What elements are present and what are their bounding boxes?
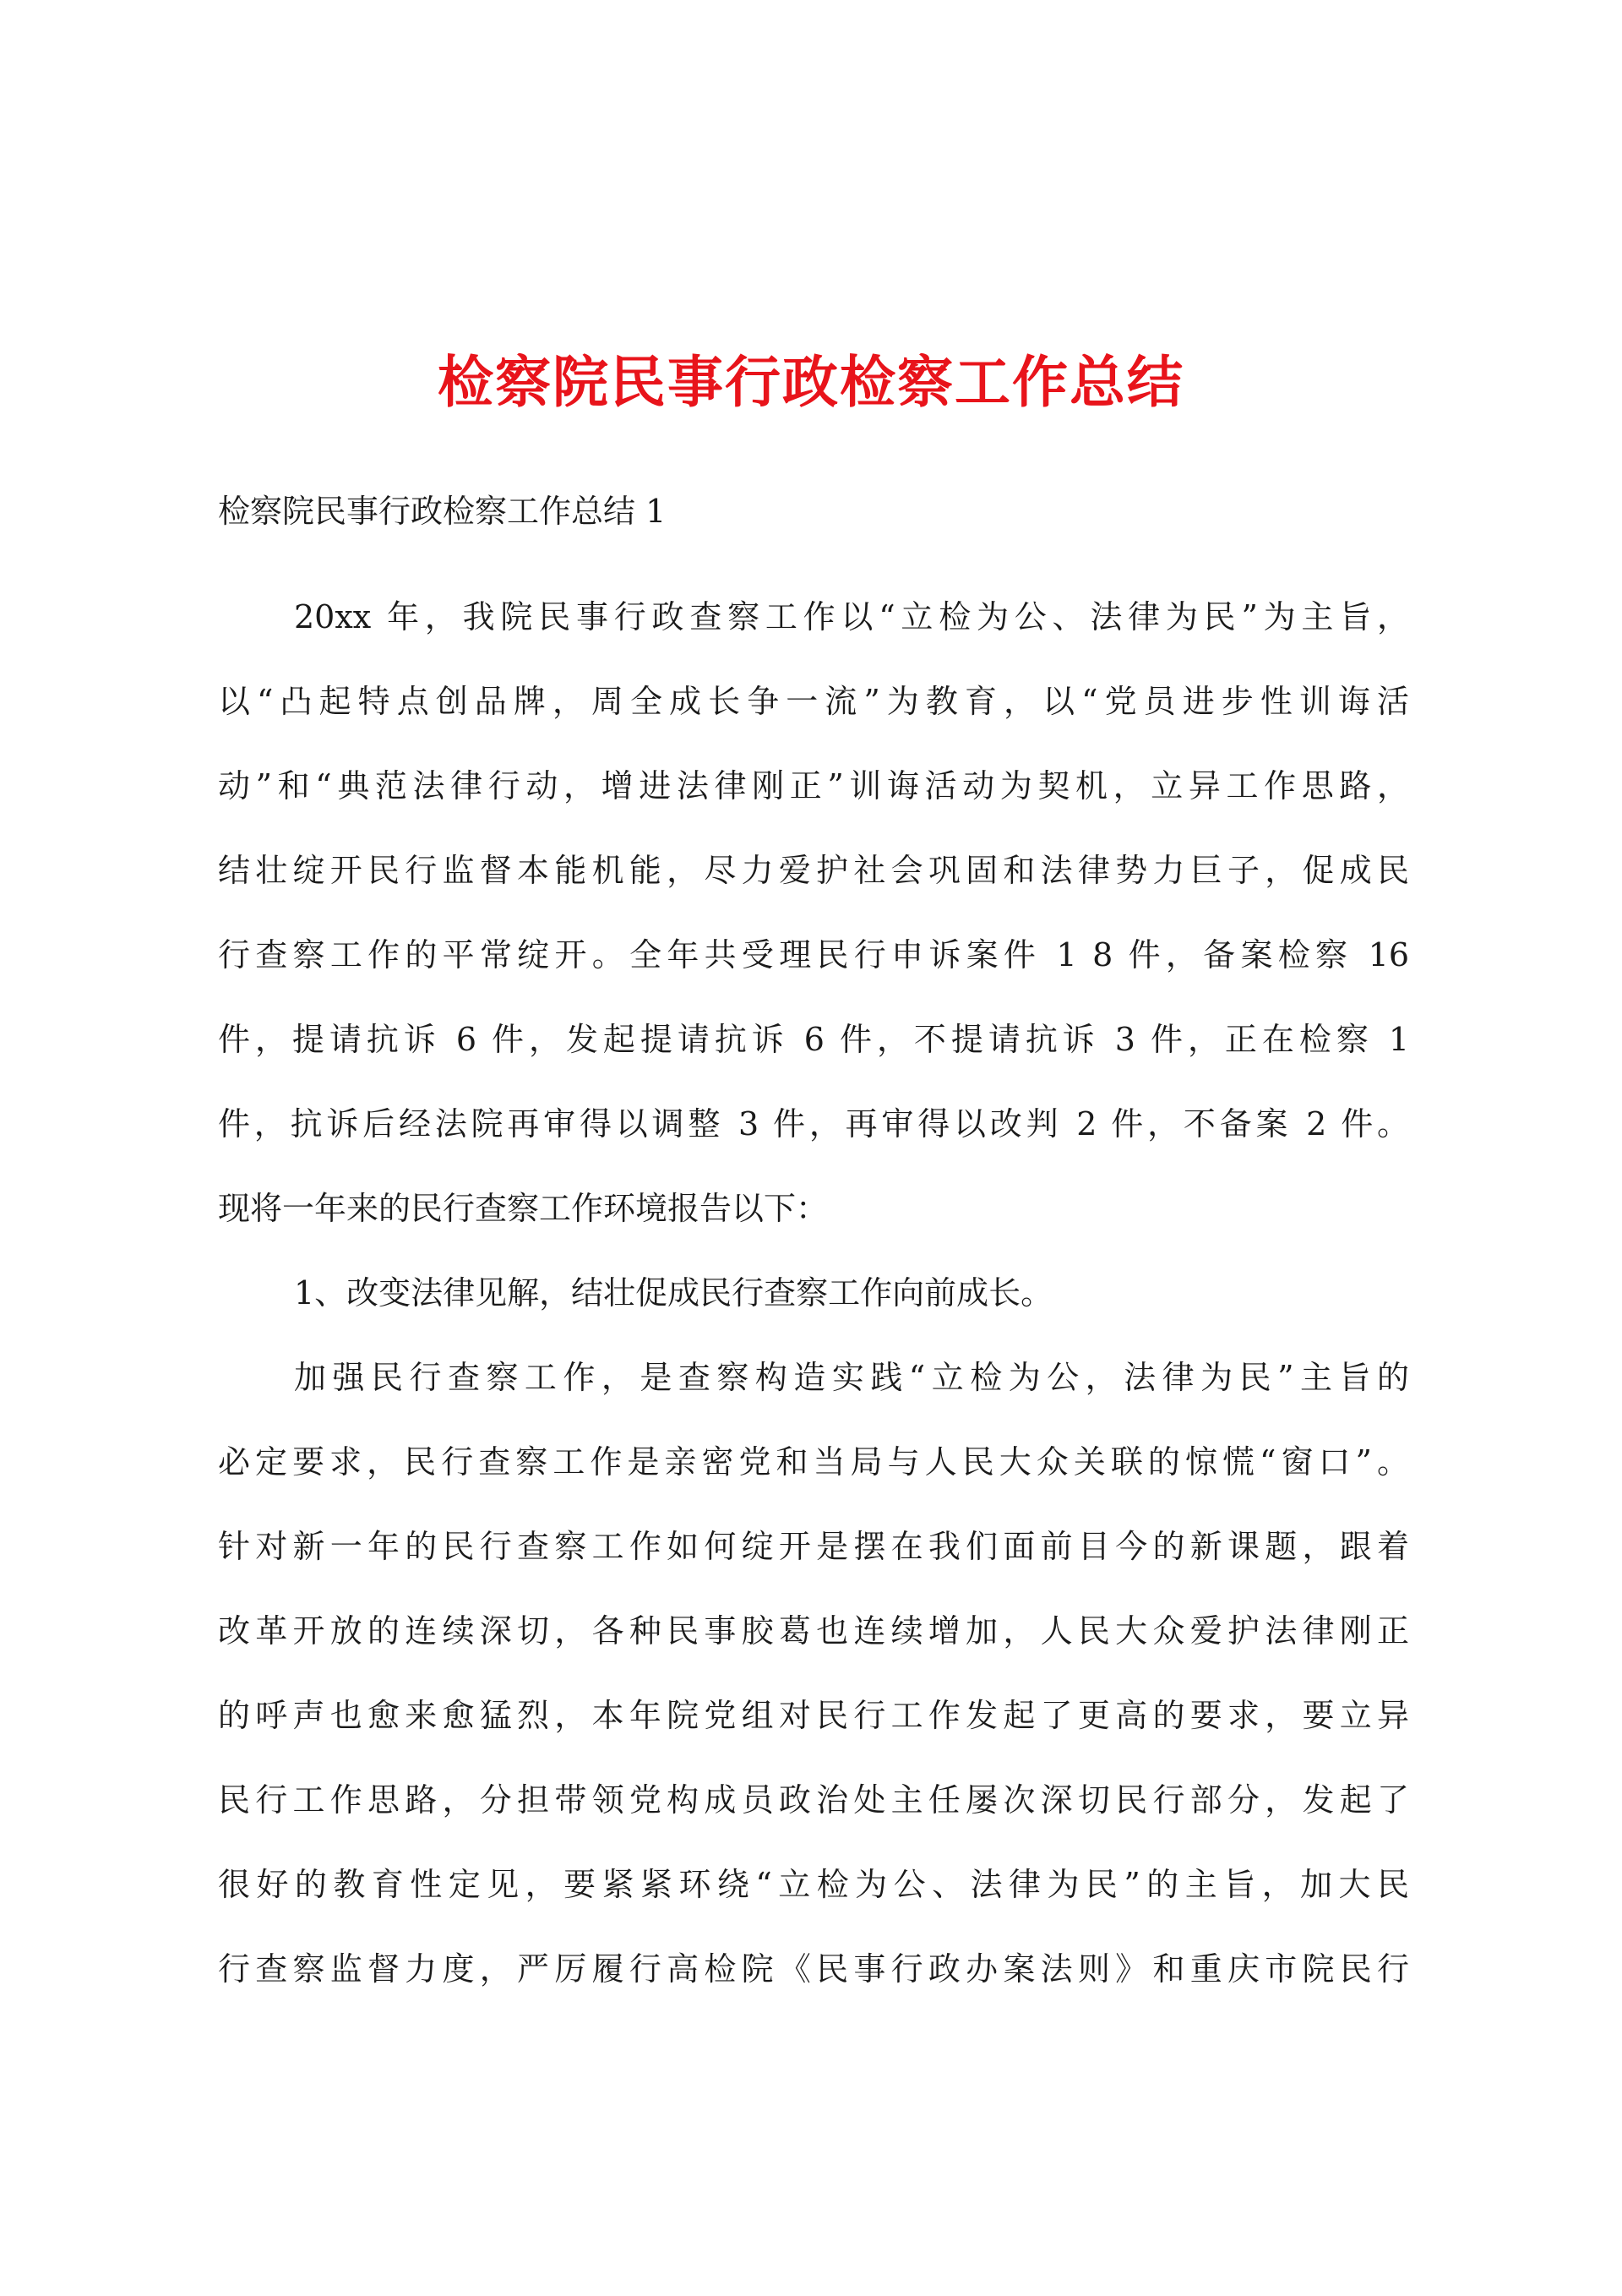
paragraph-line: 必定要求，民行查察工作是亲密党和当局与人民大众关联的惊慌“窗口”。 bbox=[218, 1443, 1409, 1481]
paragraph-line: 20xx 年，我院民事行政查察工作以“立检为公、法律为民”为主旨， bbox=[294, 598, 1409, 635]
paragraph-line: 1、改变法律见解，结壮促成民行查察工作向前成长。 bbox=[294, 1274, 1053, 1312]
paragraph-line: 动”和“典范法律行动，增进法律刚正”训诲活动为契机，立异工作思路， bbox=[218, 767, 1409, 804]
paragraph-line: 件，抗诉后经法院再审得以调整 3 件，再审得以改判 2 件，不备案 2 件。 bbox=[218, 1105, 1409, 1143]
paragraph-line: 改革开放的连续深切，各种民事胶葛也连续增加，人民大众爱护法律刚正 bbox=[218, 1612, 1409, 1650]
paragraph-line: 件，提请抗诉 6 件，发起提请抗诉 6 件，不提请抗诉 3 件，正在检察 1 bbox=[218, 1021, 1409, 1058]
paragraph-line: 民行工作思路，分担带领党构成员政治处主任屡次深切民行部分，发起了 bbox=[218, 1781, 1409, 1819]
paragraph-line: 很好的教育性定见，要紧紧环绕“立检为公、法律为民”的主旨，加大民 bbox=[218, 1866, 1409, 1903]
section-heading: 检察院民事行政检察工作总结 1 bbox=[218, 493, 667, 530]
document-title: 检察院民事行政检察工作总结 bbox=[438, 349, 1184, 415]
paragraph-section-one-body bbox=[218, 1335, 1409, 2011]
paragraph-section-one-heading bbox=[218, 1251, 1409, 1335]
paragraph-line: 针对新一年的民行查察工作如何绽开是摆在我们面前目今的新课题，跟着 bbox=[218, 1528, 1409, 1565]
paragraph-line: 行查察监督力度，严厉履行高检院《民事行政办案法则》和重庆市院民行 bbox=[218, 1950, 1409, 1988]
paragraph-line: 现将一年来的民行查察工作环境报告以下： bbox=[218, 1190, 829, 1227]
paragraph-line: 结壮绽开民行监督本能机能，尽力爱护社会巩固和法律势力巨子，促成民 bbox=[218, 852, 1409, 889]
paragraph-line: 加强民行查察工作，是查察构造实践“立检为公，法律为民”主旨的 bbox=[294, 1359, 1409, 1396]
paragraph-summary bbox=[218, 575, 1409, 1251]
paragraph-line: 以“凸起特点创品牌，周全成长争一流”为教育，以“党员进步性训诲活 bbox=[218, 683, 1409, 720]
paragraph-line: 的呼声也愈来愈猛烈，本年院党组对民行工作发起了更高的要求，要立异 bbox=[218, 1697, 1409, 1734]
document-body bbox=[218, 490, 1409, 2011]
paragraph-line: 行查察工作的平常绽开。全年共受理民行申诉案件 1 8 件，备案检察 16 bbox=[218, 936, 1409, 973]
